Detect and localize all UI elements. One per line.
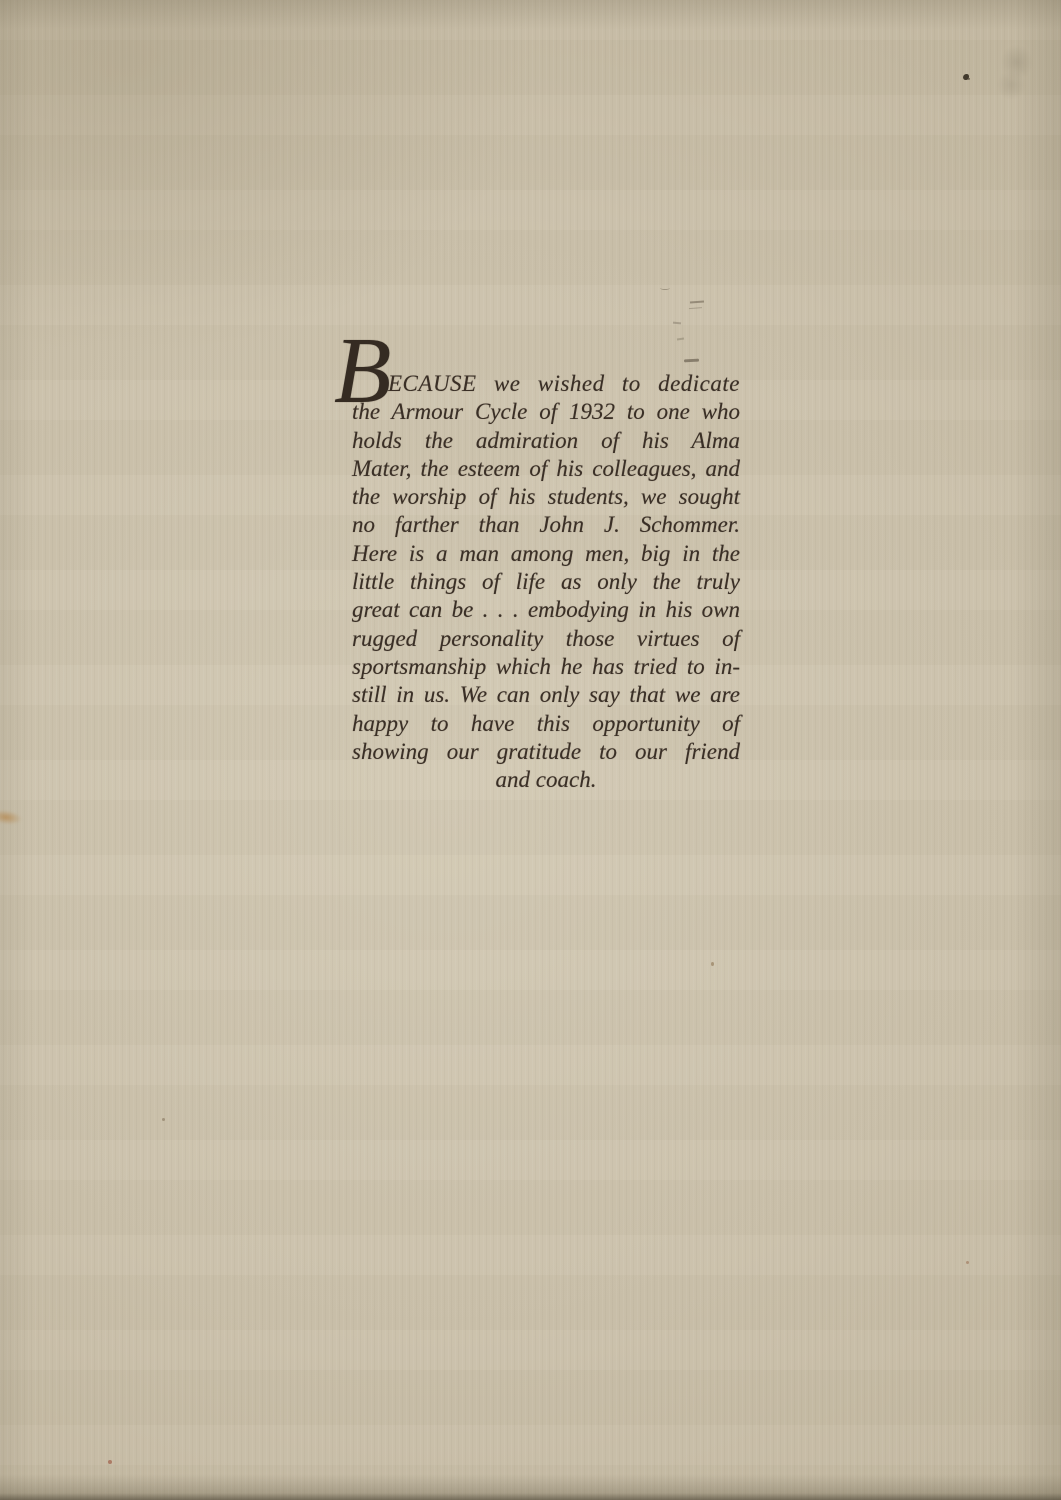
paper-speck xyxy=(108,1460,112,1464)
dedication-line: holds the admiration of his Alma xyxy=(352,427,740,453)
dedication-line: great can be . . . embodying in his own xyxy=(352,597,740,623)
dedication-line: Mater, the esteem of his colleagues, and xyxy=(352,455,740,481)
dedication-line: little things of life as only the truly xyxy=(352,569,740,595)
drop-cap-letter: B xyxy=(334,319,392,423)
dedication-line: ECAUSE we wished to dedicate xyxy=(388,371,740,396)
paper-stain xyxy=(0,808,29,829)
dedication-line: still in us. We can only say that we are xyxy=(352,682,740,708)
dedication-last-line: and coach. xyxy=(495,767,597,793)
paper-speck xyxy=(711,962,714,966)
dedication-paragraph xyxy=(334,319,740,794)
dedication-line: Here is a man among men, big in the xyxy=(352,540,740,566)
pencil-mark xyxy=(660,286,670,290)
dedication-line: happy to have this opportunity of xyxy=(352,710,740,736)
paper-speck xyxy=(162,1118,165,1121)
dedication-line: no farther than John J. Schommer. xyxy=(352,512,740,538)
dedication-line: the worship of his students, we sought xyxy=(352,484,740,510)
dedication-line: showing our gratitude to our friend xyxy=(352,738,740,764)
dedication-line: rugged personality those virtues of xyxy=(352,625,740,651)
paper-speck xyxy=(963,74,969,80)
pencil-mark xyxy=(677,338,684,341)
pencil-mark xyxy=(673,322,681,325)
pencil-mark xyxy=(684,359,699,362)
paper-speck xyxy=(966,1261,969,1264)
pencil-mark xyxy=(690,301,704,304)
dedication-line: the Armour Cycle of 1932 to one who xyxy=(352,399,740,425)
dedication-line: sportsmanship which he has tried to in- xyxy=(352,653,740,679)
paper-smudge xyxy=(988,40,1040,104)
